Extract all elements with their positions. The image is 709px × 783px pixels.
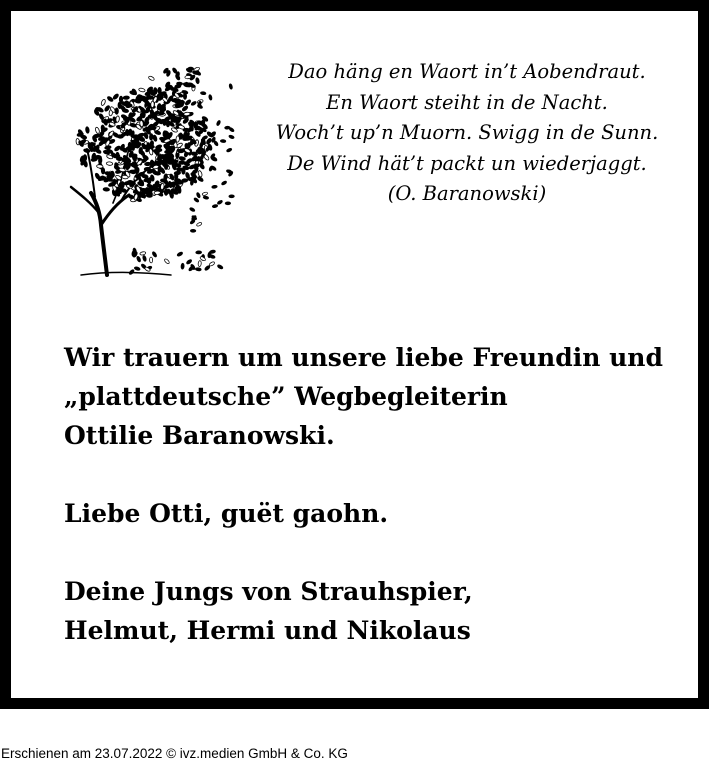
message-line: „plattdeutsche” Wegbegleiterin <box>64 382 508 411</box>
signature-names: Helmut, Hermi und Nikolaus <box>64 616 471 645</box>
signature-line: Deine Jungs von Strauhspier, <box>64 577 473 606</box>
poem-line: Dao häng en Waort in’t Aobendraut. <box>288 60 646 83</box>
condolence-message <box>64 338 704 650</box>
poem <box>237 57 697 210</box>
poem-attribution: (O. Baranowski) <box>387 182 547 205</box>
publication-footer: Erschienen am 23.07.2022 © ivz.medien GmbH & Co. KG <box>1 746 348 761</box>
farewell-line: Liebe Otti, guët gaohn. <box>64 499 389 528</box>
tree-leaves <box>76 67 235 276</box>
poem-line: Woch’t up’n Muorn. Swigg in de Sunn. <box>275 121 659 144</box>
poem-line: En Waort steiht in de Nacht. <box>326 90 608 114</box>
spacer <box>64 455 704 494</box>
deceased-name: Ottilie Baranowski. <box>64 421 335 450</box>
windblown-tree-icon <box>51 53 237 279</box>
spacer <box>64 533 704 572</box>
message-line: Wir trauern um unsere liebe Freundin und <box>64 343 663 372</box>
poem-line: De Wind hät’t packt un wiederjaggt. <box>287 151 647 175</box>
